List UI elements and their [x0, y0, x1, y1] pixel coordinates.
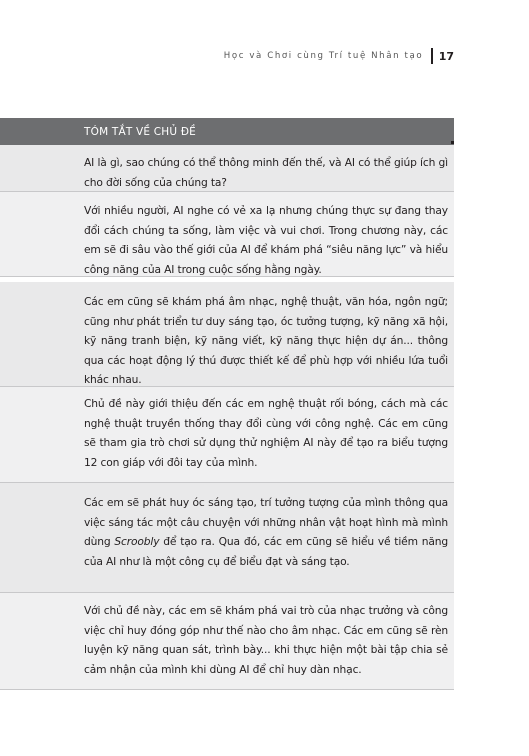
header-divider: [431, 48, 433, 64]
page-number: 17: [438, 49, 454, 63]
summary-row-text: Các em cũng sẽ khám phá âm nhạc, nghệ thuật, văn hóa, ngôn ngữ; cũng như phát triển tư duy sáng tạo, óc tưởng tượng, kỹ năng xã hội, kỹ năng tranh biện, kỹ năng viết, kỹ năng thực hiện dự án... thông qua các hoạt động lý thú được thiết kế để phù hợp với nhiều lứa tuổi khác nhau.: [84, 295, 448, 386]
summary-row-text: Với chủ đề này, các em sẽ khám phá vai trò của nhạc trưởng và công việc chỉ huy đóng góp như thế nào cho âm nhạc. Các em cũng sẽ rèn luyện kỹ năng quan sát, trình bày... khi thực hiện một bài tập chia sẻ cảm nhận của mình khi dùng AI để chỉ huy dàn nhạc.: [84, 604, 448, 676]
summary-row-text: [84, 493, 448, 571]
summary-title: TÓM TẮT VỀ CHỦ ĐỀ: [84, 126, 196, 138]
summary-row-text: Chủ đề này giới thiệu đến các em nghệ thuật rối bóng, cách mà các nghệ thuật truyền thống thay đổi cùng với công nghệ. Các em cũng sẽ tham gia trò chơi sử dụng thử nghiệm AI này để tạo ra biểu tượng 12 con giáp với đôi tay của mình.: [84, 397, 448, 469]
scroobly-italic: Scroobly: [114, 535, 160, 548]
summary-row: [0, 483, 454, 593]
running-title: Học và Chơi cùng Trí tuệ Nhân tạo: [223, 51, 424, 61]
running-header: [224, 48, 454, 64]
summary-header-bar: [0, 118, 454, 145]
summary-row: [0, 282, 454, 387]
summary-row-text-part: để tạo ra. Qua đó, các em cũng sẽ hiểu về tiềm năng của AI như là một công cụ để biểu đạt và sáng tạo.: [84, 535, 448, 568]
summary-row-text: AI là gì, sao chúng có thể thông minh đến thế, và AI có thể giúp ích gì cho đời sống của chúng ta?: [84, 156, 448, 189]
summary-row: [0, 145, 454, 192]
summary-row: [0, 192, 454, 277]
summary-row: [0, 387, 454, 483]
summary-row: [0, 593, 454, 690]
summary-row-text-part: Các em sẽ phát huy óc sáng tạo, trí tưởng tượng của mình thông qua việc sáng tác một câu chuyện với những nhân vật hoạt hình mà mình dùng: [84, 496, 448, 548]
topic-summary-box: [0, 118, 454, 690]
header-corner-mark: [451, 141, 454, 144]
summary-row-text: Với nhiều người, AI nghe có vẻ xa lạ nhưng chúng thực sự đang thay đổi cách chúng ta sống, làm việc và vui chơi. Trong chương này, các em sẽ đi sâu vào thế giới của AI để khám phá “siêu năng lực” và hiểu công năng của AI trong cuộc sống hằng ngày.: [84, 204, 448, 276]
